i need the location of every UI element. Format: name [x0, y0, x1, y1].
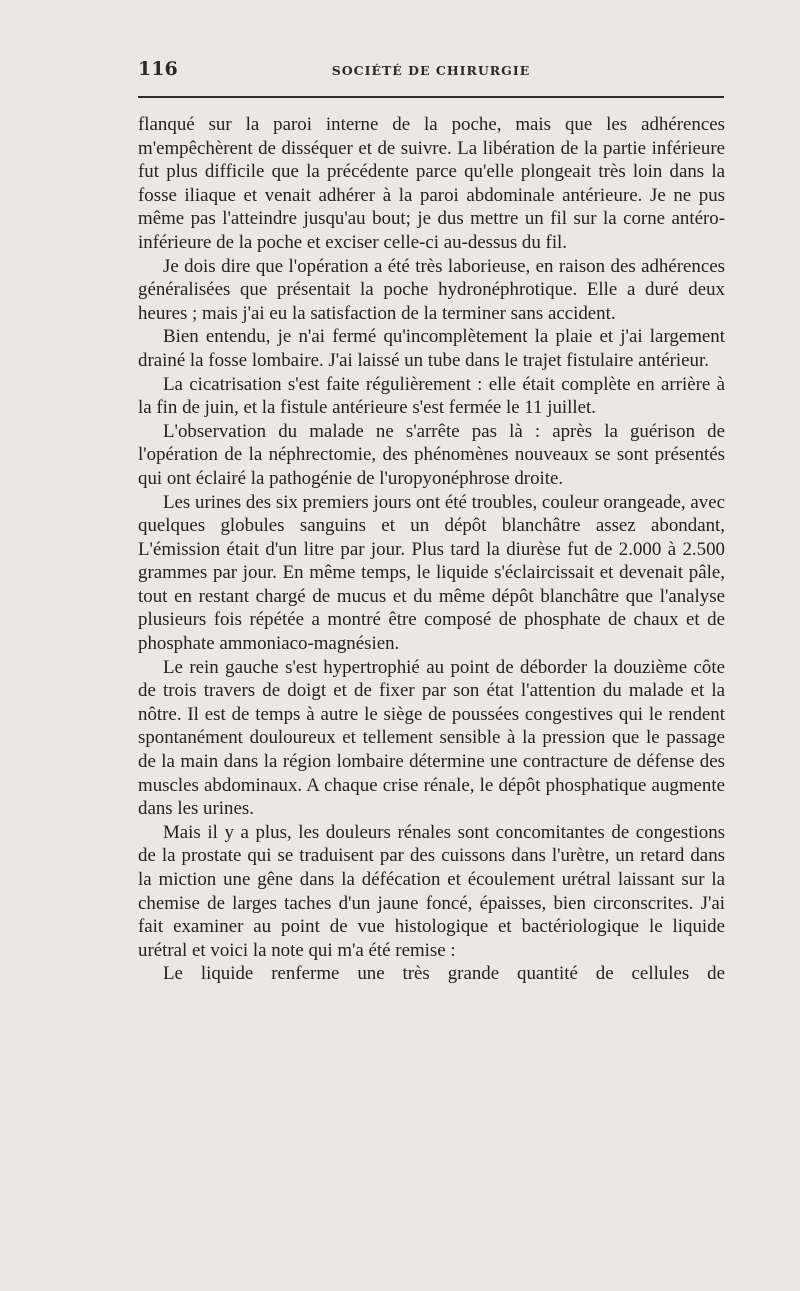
paragraph-8: Mais il y a plus, les douleurs rénales sont concomitantes de congestions de la prostate qui se traduisent par des cuissons dans l'urètre, un retard dans la miction une gêne dans la défécation et écoulement urétral laissant sur la chemise de larges taches d'un jaune foncé, épaisses, bien circonscrites. J'ai fait examiner au point de vue histologique et bactériologique le liquide urétral et voici la note qui m'a été remise :	[138, 821, 725, 961]
paragraph-3: Bien entendu, je n'ai fermé qu'incomplètement la plaie et j'ai largement drainé la fosse lombaire. J'ai laissé un tube dans le trajet fistulaire antérieur.	[138, 326, 725, 371]
running-head: SOCIÉTÉ DE CHIRURGIE	[331, 63, 531, 78]
paragraph-1: flanqué sur la paroi interne de la poche, mais que les adhérences m'empêchèrent de disséquer et de suivre. La libération de la partie inférieure fut plus difficile que la précédente parce qu'elle plongeait très loin dans la fosse iliaque et venait adhérer à la paroi abdominale antérieure. Je ne pus même pas l'atteindre jusqu'au bout; je dus mettre un fil sur la corne antéro-inférieure de la poche et exciser celle-ci au-dessus du fil.	[138, 114, 725, 253]
paragraph-7: Le rein gauche s'est hypertrophié au point de déborder la douzième côte de trois travers de doigt et de fixer par son état l'attention du malade et la nôtre. Il est de temps à autre le siège de poussées congestives qui le rendent spontanément douloureux et tellement sensible à la pression que le passage de la main dans la région lombaire détermine une contracture de défense des muscles abdominaux. A chaque crise rénale, le dépôt phosphatique augmente dans les urines.	[138, 656, 725, 820]
page-number: 116	[138, 58, 178, 80]
page-header	[138, 56, 724, 86]
header-rule	[138, 96, 724, 98]
paragraph-6: Les urines des six premiers jours ont été troubles, couleur orangeade, avec quelques globules sanguins et un dépôt blanchâtre assez abondant, L'émission était d'un litre par jour. Plus tard la diurèse fut de 2.000 à 2.500 grammes par jour. En même temps, le liquide s'éclaircissait et devenait pâle, tout en restant chargé de mucus et du même dépôt blanchâtre que l'analyse plusieurs fois répétée a montré être composé de phosphate de chaux et de phosphate ammoniaco-magnésien.	[138, 491, 725, 655]
paragraph-5: L'observation du malade ne s'arrête pas là : après la guérison de l'opération de la néphrectomie, des phénomènes nouveaux se sont présentés qui ont éclairé la pathogénie de l'uropyonéphrose droite.	[138, 420, 725, 489]
paragraph-9: Le liquide renferme une très grande quantité de cellules de	[163, 963, 725, 985]
paragraph-4: La cicatrisation s'est faite régulièrement : elle était complète en arrière à la fin de juin, et la fistule antérieure s'est fermée le 11 juillet.	[138, 373, 725, 419]
paragraph-2: Je dois dire que l'opération a été très laborieuse, en raison des adhérences généralisées que présentait la poche hydronéphrotique. Elle a duré deux heures ; mais j'ai eu la satisfaction de la terminer sans accident.	[138, 255, 725, 324]
body-text	[138, 113, 725, 986]
